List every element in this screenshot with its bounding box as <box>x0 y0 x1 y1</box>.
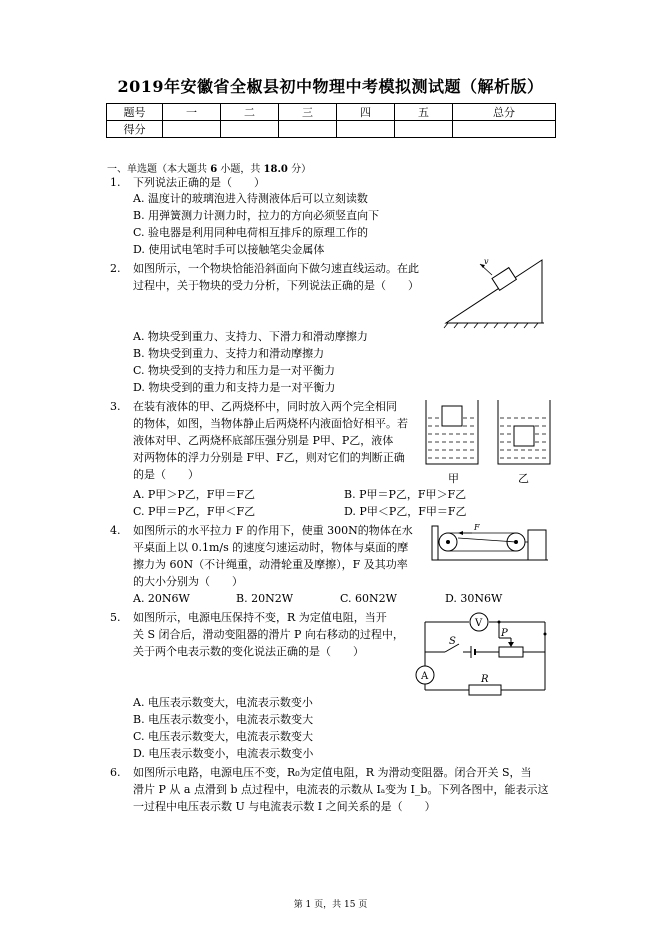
velocity-label: v <box>484 257 489 266</box>
question-stem-line: 在装有液体的甲、乙两烧杯中，同时放入两个完全相同 <box>133 400 397 413</box>
option-c: C. 物块受到的支持力和压力是一对平衡力 <box>133 364 336 377</box>
question-stem-line: 擦力为 60N（不计绳重，动滑轮重及摩擦），F 及其功率 <box>133 558 408 571</box>
question-stem-line: 的是（ ） <box>133 468 199 481</box>
question-stem-line: 一过程中电压表示数 U 与电流表示数 I 之间关系的是（ ） <box>133 800 436 813</box>
option-d: D. 30N6W <box>445 592 503 605</box>
table-cell: 题号 <box>107 104 163 121</box>
question-stem-line: 如图所示，一个物块恰能沿斜面向下做匀速直线运动。在此 <box>133 262 419 275</box>
table-cell <box>163 121 221 138</box>
table-cell <box>279 121 337 138</box>
option-c: C. 验电器是利用同种电荷相互排斥的原理工作的 <box>133 226 369 239</box>
question-number: 1. <box>110 176 121 189</box>
page-title: 2019年安徽省全椒县初中物理中考模拟测试题（解析版） <box>117 77 544 96</box>
table-cell <box>395 121 453 138</box>
table-cell: 三 <box>279 104 337 121</box>
table-cell: 总分 <box>453 104 556 121</box>
switch-label: S <box>449 636 456 647</box>
question-stem-line: 的大小分别为（ ） <box>133 575 243 588</box>
option-a: A. 20N6W <box>133 592 190 605</box>
page-footer: 第 1 页，共 15 页 <box>293 900 368 910</box>
option-d: D. 物块受到的重力和支持力是一对平衡力 <box>133 381 336 394</box>
incline-figure <box>440 250 550 330</box>
voltmeter-label: V <box>475 618 483 629</box>
question-stem-line: 如图所示电路，电源电压不变，R₀为定值电阻，R 为滑动变阻器。闭合开关 S，当 <box>133 766 532 779</box>
option-a: A. 温度计的玻璃泡进入待测液体后可以立刻读数 <box>133 192 368 205</box>
beaker-yi-label: 乙 <box>518 472 529 485</box>
score-table <box>106 103 556 138</box>
question-stem-line: 过程中，关于物块的受力分析，下列说法正确的是（ ） <box>133 279 419 292</box>
section-points: 18.0 <box>263 164 288 175</box>
slider-label: P <box>501 628 508 639</box>
question-stem-line: 对两物体的浮力分别是 F甲、F乙，则对它们的判断正确 <box>133 451 405 464</box>
table-cell: 得分 <box>107 121 163 138</box>
option-c: C. 60N2W <box>340 592 397 605</box>
question-number: 4. <box>110 524 121 537</box>
force-label: F <box>474 523 480 532</box>
option-d: D. P甲＜P乙，F甲＝F乙 <box>344 505 467 518</box>
question-stem-line: 关 S 闭合后，滑动变阻器的滑片 P 向右移动的过程中， <box>133 628 404 641</box>
resistor-label: R <box>481 674 489 685</box>
question-stem-line: 关于两个电表示数的变化说法正确的是（ ） <box>133 645 364 658</box>
table-cell: 五 <box>395 104 453 121</box>
table-row <box>107 121 556 138</box>
pulley-figure <box>428 518 553 566</box>
question-number: 3. <box>110 400 121 413</box>
section-heading <box>107 160 311 175</box>
option-d: D. 使用试电笔时手可以接触笔尖金属体 <box>133 243 325 256</box>
option-c: C. 电压表示数变大，电流表示数变大 <box>133 730 314 743</box>
beakers-figure <box>420 398 555 488</box>
table-row <box>107 104 556 121</box>
option-b: B. P甲＝P乙，F甲＞F乙 <box>344 488 467 501</box>
question-stem: 下列说法正确的是（ ） <box>133 176 265 189</box>
option-a: A. 电压表示数变大，电流表示数变小 <box>133 696 313 709</box>
question-stem-line: 如图所示，电源电压保持不变，R 为定值电阻，当开 <box>133 611 387 624</box>
option-d: D. 电压表示数变小，电流表示数变小 <box>133 747 314 760</box>
section-suffix: 分） <box>291 164 312 175</box>
question-number: 2. <box>110 262 121 275</box>
section-prefix: 一、单选题（本大题共 <box>107 164 207 175</box>
option-b: B. 20N2W <box>236 592 294 605</box>
option-c: C. P甲＝P乙，F甲＜F乙 <box>133 505 256 518</box>
option-a: A. P甲＞P乙，F甲＝F乙 <box>133 488 256 501</box>
question-stem-line: 平桌面上以 0.1m/s 的速度匀速运动时，物体与桌面的摩 <box>133 541 409 554</box>
question-stem-line: 的物体，如图，当物体静止后两烧杯内液面恰好相平。若 <box>133 417 408 430</box>
question-stem-line: 液体对甲、乙两烧杯底部压强分别是 P甲、P乙，液体 <box>133 434 394 447</box>
option-b: B. 用弹簧测力计测力时，拉力的方向必须竖直向下 <box>133 209 380 222</box>
option-b: B. 物块受到重力、支持力和滑动摩擦力 <box>133 347 325 360</box>
section-count: 6 <box>210 164 218 175</box>
table-cell <box>337 121 395 138</box>
table-cell <box>221 121 279 138</box>
ammeter-label: A <box>421 671 429 682</box>
question-stem-line: 如图所示的水平拉力 F 的作用下，使重 300N的物体在水 <box>133 524 413 537</box>
question-stem-line: 滑片 P 从 a 点滑到 b 点过程中，电流表的示数从 Iₐ变为 I_b。下列各图中，能表示这 <box>133 783 549 796</box>
table-cell: 一 <box>163 104 221 121</box>
question-number: 5. <box>110 611 121 624</box>
question-number: 6. <box>110 766 121 779</box>
option-b: B. 电压表示数变小，电流表示数变大 <box>133 713 314 726</box>
beaker-jia-label: 甲 <box>448 472 459 485</box>
table-cell: 四 <box>337 104 395 121</box>
table-cell: 二 <box>221 104 279 121</box>
option-a: A. 物块受到重力、支持力、下滑力和滑动摩擦力 <box>133 330 368 343</box>
section-mid: 小题，共 <box>220 164 261 175</box>
circuit-figure <box>405 604 555 696</box>
table-cell <box>453 121 556 138</box>
